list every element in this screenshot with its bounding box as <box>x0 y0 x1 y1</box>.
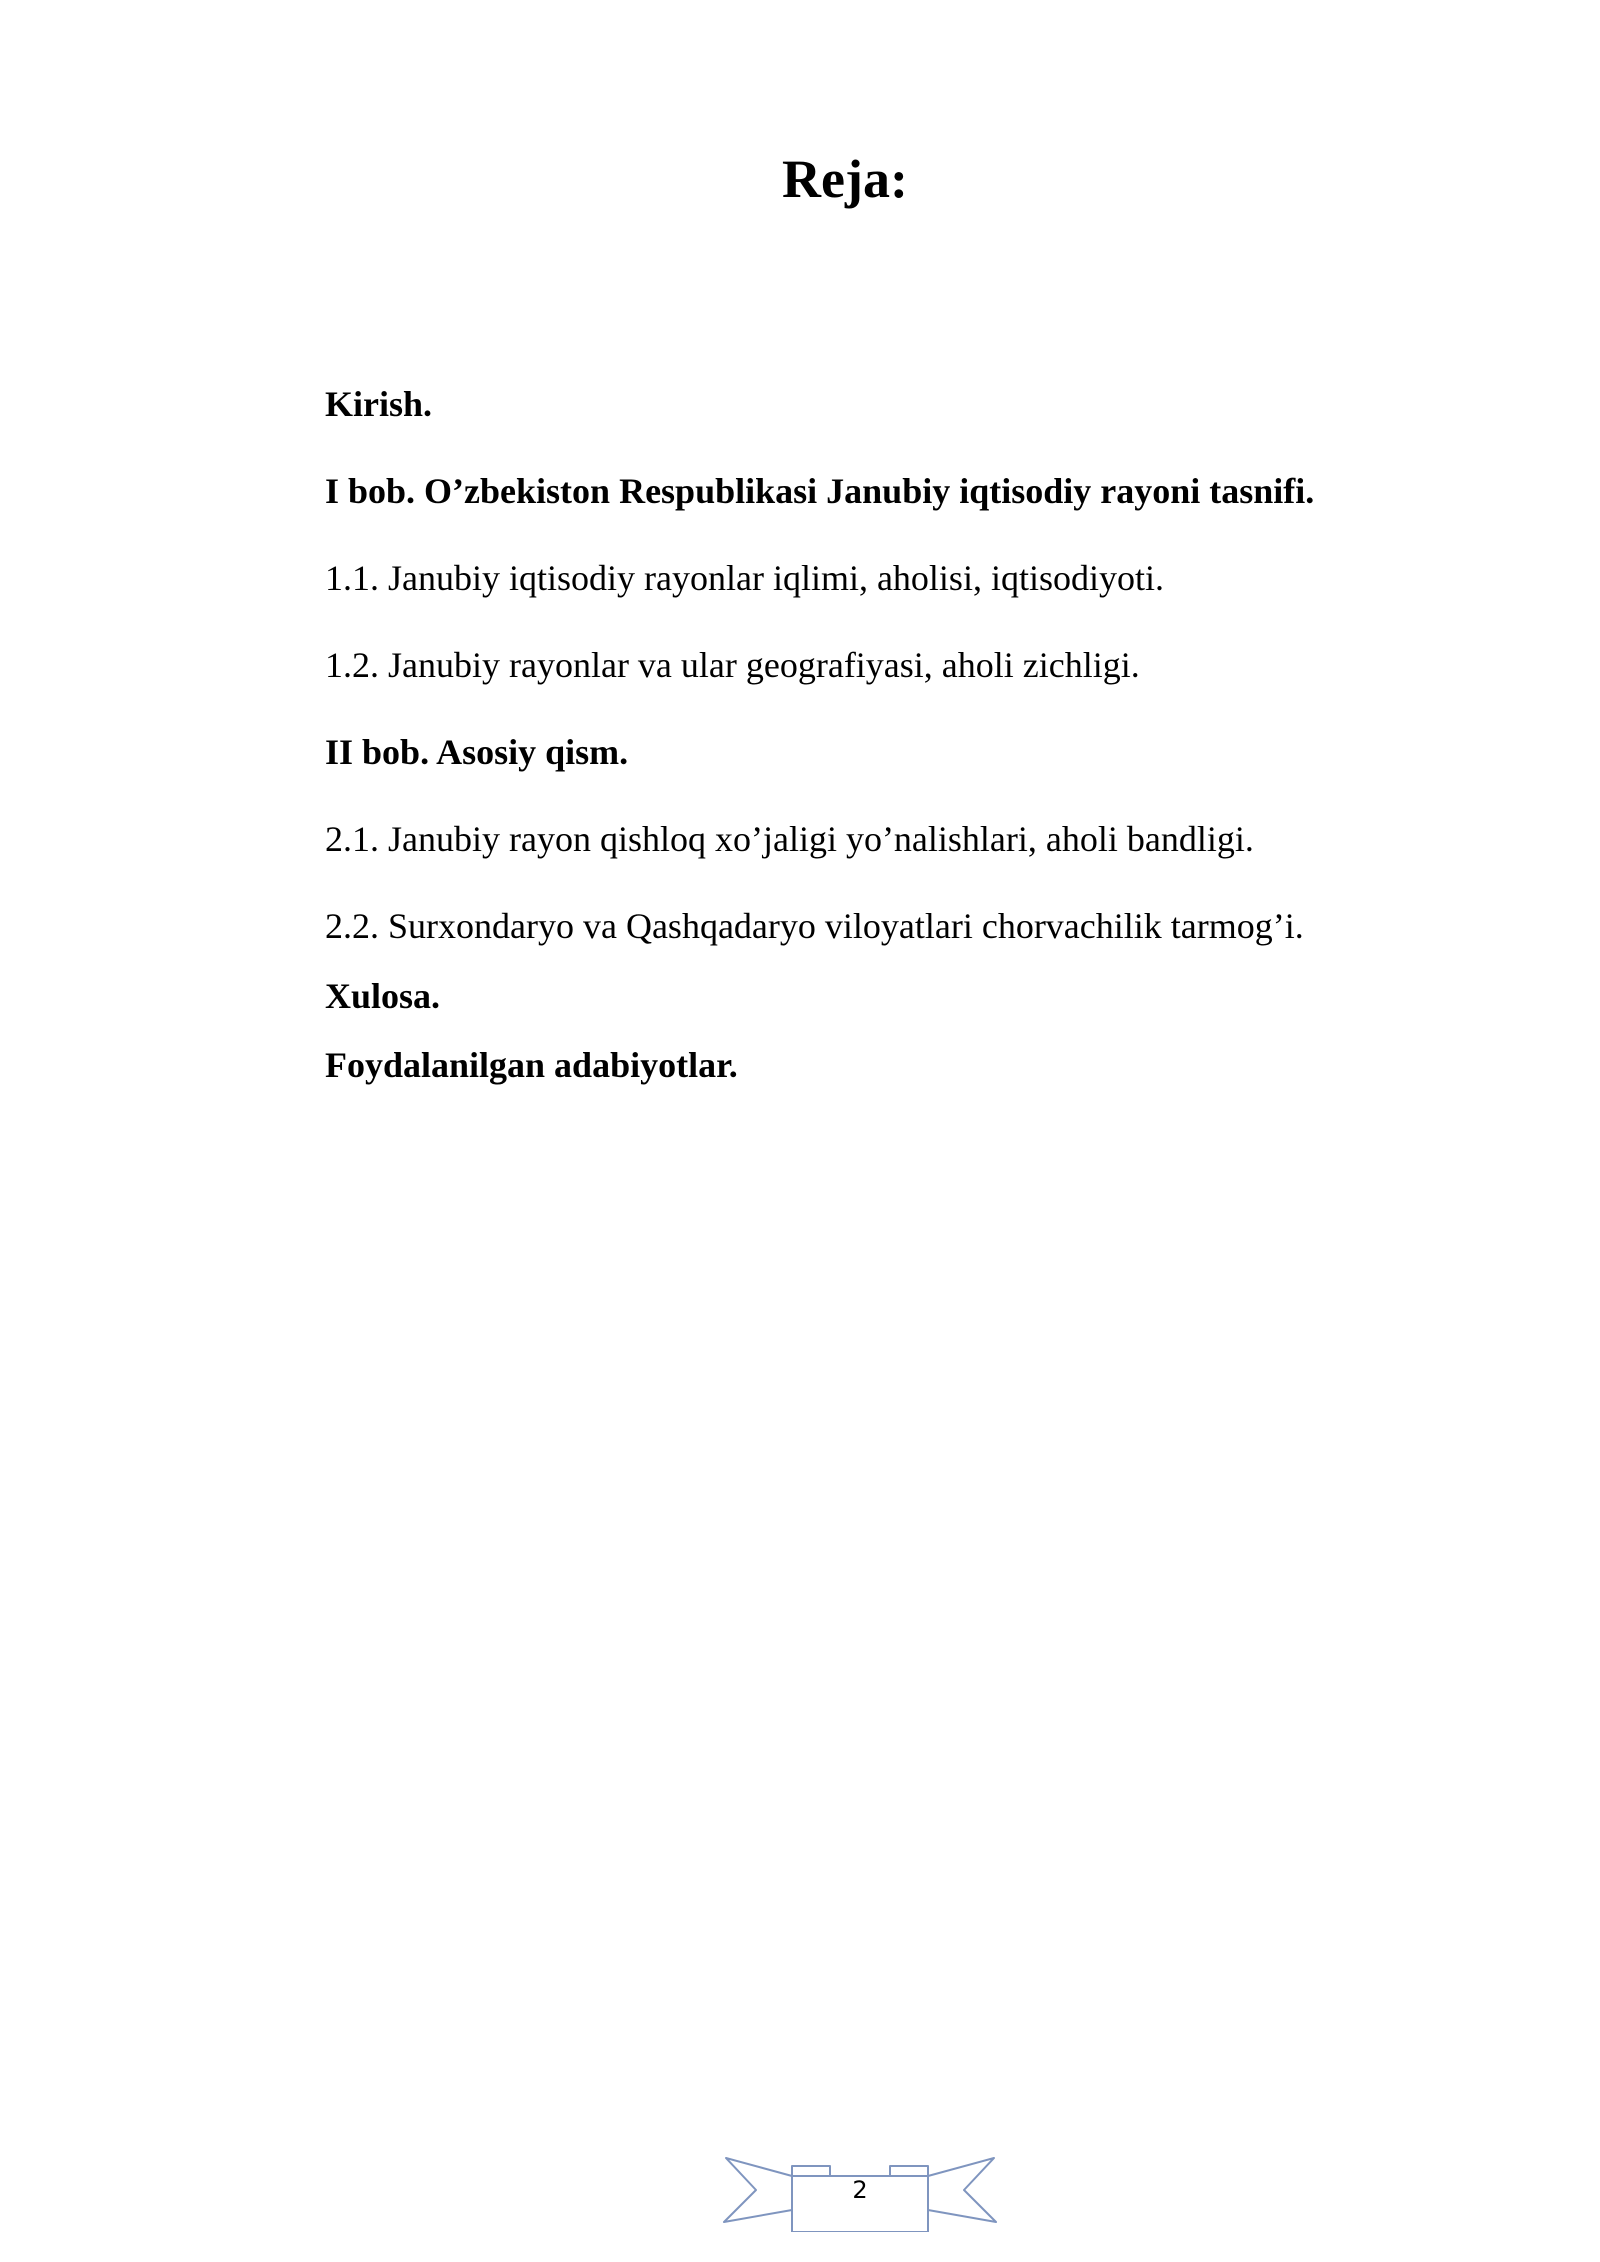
toc-item-references: Foydalanilgan adabiyotlar. <box>325 1045 738 1085</box>
toc-item-section-2-1: 2.1. Janubiy rayon qishloq xo’jaligi yo’nalishlari, aholi bandligi. <box>325 819 1254 859</box>
page-title: Reja: <box>782 149 908 209</box>
page-number: 2 <box>852 2176 868 2204</box>
toc-item-chapter-2: II bob. Asosiy qism. <box>325 732 629 772</box>
toc-item-conclusion: Xulosa. <box>325 976 441 1016</box>
toc-item-introduction: Kirish. <box>325 384 433 424</box>
page-footer <box>720 2150 1000 2232</box>
toc-item-section-1-2: 1.2. Janubiy rayonlar va ular geografiyasi, aholi zichligi. <box>325 645 1140 685</box>
toc-item-chapter-1: I bob. O’zbekiston Respublikasi Janubiy iqtisodiy rayoni tasnifi. <box>325 471 1315 511</box>
toc-item-section-1-1: 1.1. Janubiy iqtisodiy rayonlar iqlimi, aholisi, iqtisodiyoti. <box>325 558 1164 598</box>
ribbon-left-fold <box>792 2166 830 2176</box>
toc-item-section-2-2: 2.2. Surxondaryo va Qashqadaryo viloyatlari chorvachilik tarmog’i. <box>325 906 1304 946</box>
ribbon-right-fold <box>890 2166 928 2176</box>
